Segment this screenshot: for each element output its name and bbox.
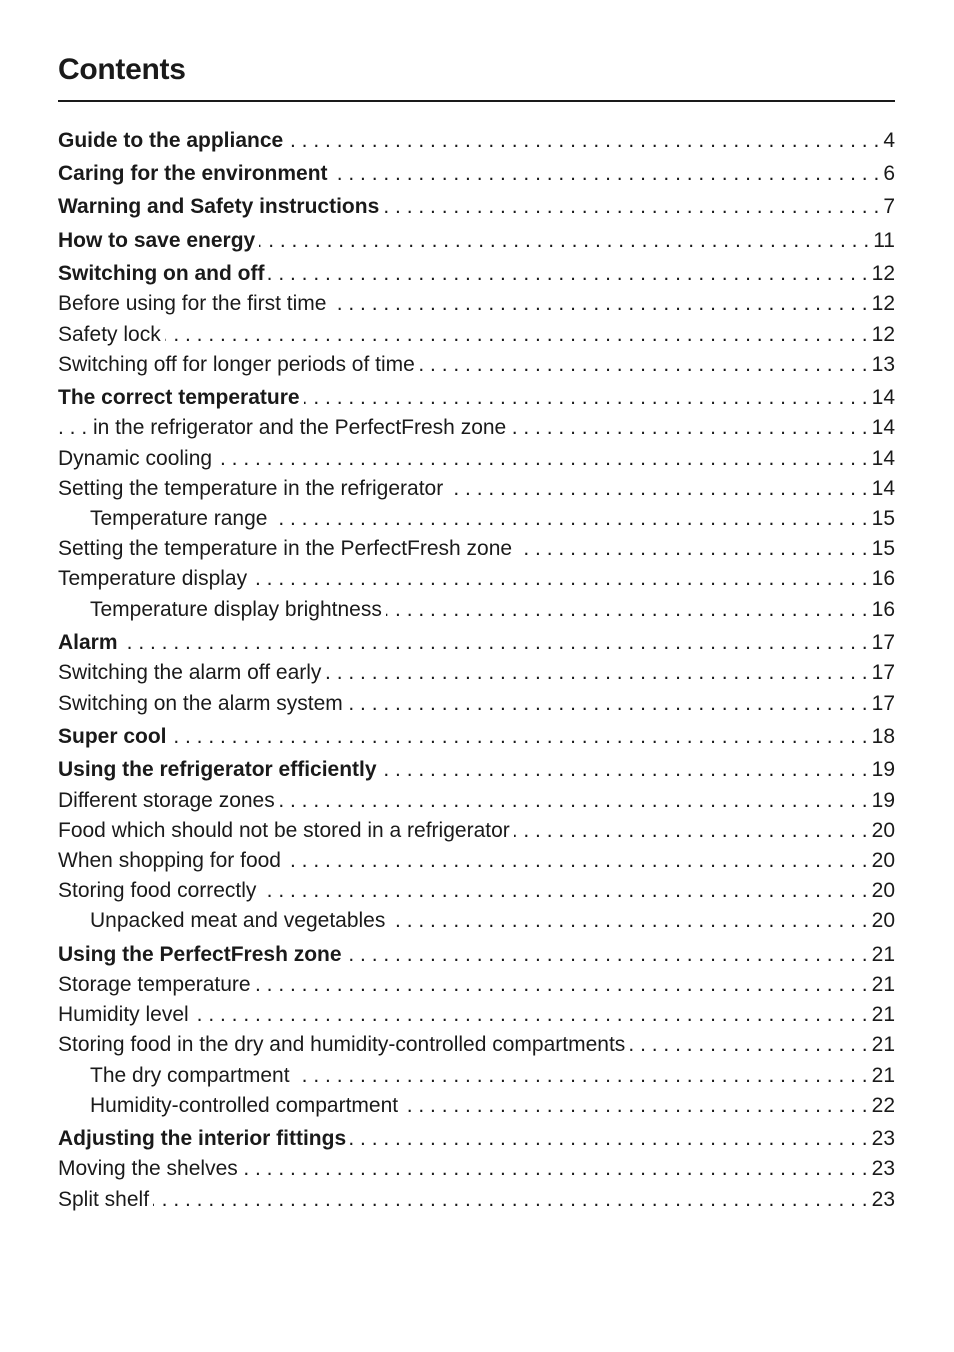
dot-leader bbox=[381, 756, 868, 784]
toc-entry[interactable] bbox=[58, 1092, 895, 1120]
dot-leader bbox=[383, 193, 879, 221]
toc-entry-page-number: 19 bbox=[871, 789, 895, 812]
toc-entry[interactable] bbox=[58, 505, 895, 533]
toc-entry-title: Switching the alarm off early bbox=[58, 661, 322, 684]
toc-entry[interactable] bbox=[58, 193, 895, 221]
toc-entry-page-number: 16 bbox=[871, 598, 895, 621]
toc-entry-title: The correct temperature bbox=[58, 386, 300, 409]
toc-entry-title: Storing food in the dry and humidity-controlled compartments bbox=[58, 1033, 626, 1056]
toc-entry-title: When shopping for food bbox=[58, 849, 281, 872]
dot-leader bbox=[122, 629, 868, 657]
dot-leader bbox=[279, 787, 868, 815]
toc-entry-title: Switching on and off bbox=[58, 262, 265, 285]
toc-entry-page-number: 20 bbox=[871, 849, 895, 872]
dot-leader bbox=[516, 535, 868, 563]
toc-entry-title: Caring for the environment bbox=[58, 162, 328, 185]
toc-entry[interactable] bbox=[58, 847, 895, 875]
toc-entry-page-number: 20 bbox=[871, 819, 895, 842]
toc-entry-page-number: 22 bbox=[871, 1094, 895, 1117]
dot-leader bbox=[419, 351, 868, 379]
dot-leader bbox=[259, 227, 869, 255]
page-title: Contents bbox=[58, 53, 186, 86]
toc-entry-page-number: 11 bbox=[873, 229, 895, 252]
toc-entry-title: . . . in the refrigerator and the PerfectFresh zone bbox=[58, 416, 507, 439]
toc-entry-page-number: 17 bbox=[871, 661, 895, 684]
toc-entry[interactable] bbox=[58, 723, 895, 751]
toc-entry-title: Unpacked meat and vegetables bbox=[90, 909, 386, 932]
dot-leader bbox=[294, 1062, 868, 1090]
toc-entry-page-number: 15 bbox=[871, 507, 895, 530]
toc-entry-page-number: 12 bbox=[871, 292, 895, 315]
toc-entry[interactable] bbox=[58, 414, 895, 442]
toc-entry[interactable] bbox=[58, 260, 895, 288]
dot-leader bbox=[285, 847, 868, 875]
toc-entry-page-number: 21 bbox=[871, 1003, 895, 1026]
toc-entry-page-number: 7 bbox=[883, 195, 895, 218]
dot-leader bbox=[386, 596, 868, 624]
toc-entry-page-number: 14 bbox=[871, 416, 895, 439]
toc-entry-page-number: 17 bbox=[871, 692, 895, 715]
toc-entry-page-number: 23 bbox=[871, 1188, 895, 1211]
toc-entry-title: Humidity-controlled compartment bbox=[90, 1094, 399, 1117]
toc-entry[interactable] bbox=[58, 907, 895, 935]
toc-entry-page-number: 18 bbox=[871, 725, 895, 748]
dot-leader bbox=[346, 941, 868, 969]
toc-entry[interactable] bbox=[58, 877, 895, 905]
toc-entry-title: Alarm bbox=[58, 631, 118, 654]
toc-entry-title: Split shelf bbox=[58, 1188, 150, 1211]
toc-entry-page-number: 12 bbox=[871, 262, 895, 285]
dot-leader bbox=[510, 414, 867, 442]
toc-entry-page-number: 14 bbox=[871, 386, 895, 409]
toc-entry-title: Using the refrigerator efficiently bbox=[58, 758, 377, 781]
toc-entry-page-number: 23 bbox=[871, 1157, 895, 1180]
toc-entry-title: Guide to the appliance bbox=[58, 129, 284, 152]
toc-entry[interactable] bbox=[58, 1062, 895, 1090]
toc-entry[interactable] bbox=[58, 160, 895, 188]
toc-entry-title: Adjusting the interior fittings bbox=[58, 1127, 347, 1150]
dot-leader bbox=[260, 877, 867, 905]
toc-entry[interactable] bbox=[58, 1155, 895, 1183]
toc-entry[interactable] bbox=[58, 227, 895, 255]
toc-entry-title: Humidity level bbox=[58, 1003, 189, 1026]
toc-entry[interactable] bbox=[58, 690, 895, 718]
toc-entry-page-number: 20 bbox=[871, 879, 895, 902]
toc-entry-title: Storage temperature bbox=[58, 973, 251, 996]
toc-entry-page-number: 21 bbox=[871, 1064, 895, 1087]
dot-leader bbox=[389, 907, 867, 935]
toc-entry-title: Temperature display brightness bbox=[90, 598, 382, 621]
toc-entry-title: Temperature range bbox=[90, 507, 268, 530]
toc-entry[interactable] bbox=[58, 596, 895, 624]
toc-entry-page-number: 15 bbox=[871, 537, 895, 560]
toc-entry-title: Safety lock bbox=[58, 323, 161, 346]
dot-leader bbox=[268, 260, 867, 288]
dot-leader bbox=[402, 1092, 868, 1120]
dot-leader bbox=[165, 321, 868, 349]
toc-entry-page-number: 14 bbox=[871, 447, 895, 470]
toc-entry-title: Different storage zones bbox=[58, 789, 275, 812]
toc-entry-page-number: 14 bbox=[871, 477, 895, 500]
toc-entry[interactable] bbox=[58, 756, 895, 784]
toc-entry-page-number: 21 bbox=[871, 973, 895, 996]
toc-entry-page-number: 23 bbox=[871, 1127, 895, 1150]
toc-entry-page-number: 6 bbox=[883, 162, 895, 185]
toc-entry-title: How to save energy bbox=[58, 229, 256, 252]
toc-entry-title: Setting the temperature in the refrigerator bbox=[58, 477, 444, 500]
dot-leader bbox=[629, 1031, 867, 1059]
dot-leader bbox=[271, 505, 867, 533]
toc-entry[interactable] bbox=[58, 1186, 895, 1214]
dot-leader bbox=[171, 723, 868, 751]
toc-entry-page-number: 12 bbox=[871, 323, 895, 346]
dot-leader bbox=[447, 475, 867, 503]
toc-entry[interactable] bbox=[58, 384, 895, 412]
toc-entry[interactable] bbox=[58, 445, 895, 473]
dot-leader bbox=[255, 971, 868, 999]
toc-entry[interactable] bbox=[58, 321, 895, 349]
toc-entry[interactable] bbox=[58, 817, 895, 845]
toc-entry[interactable] bbox=[58, 127, 895, 155]
dot-leader bbox=[242, 1155, 868, 1183]
toc-entry-page-number: 21 bbox=[871, 1033, 895, 1056]
toc-entry-page-number: 21 bbox=[871, 943, 895, 966]
dot-leader bbox=[287, 127, 879, 155]
toc-entry-page-number: 16 bbox=[871, 567, 895, 590]
title-rule bbox=[58, 100, 895, 102]
toc-entry-page-number: 17 bbox=[871, 631, 895, 654]
toc-entry[interactable] bbox=[58, 971, 895, 999]
toc-entry[interactable] bbox=[58, 351, 895, 379]
toc-entry-title: Using the PerfectFresh zone bbox=[58, 943, 342, 966]
dot-leader bbox=[153, 1186, 868, 1214]
toc-entry-title: Switching on the alarm system bbox=[58, 692, 343, 715]
toc-entry-title: Food which should not be stored in a refrigerator bbox=[58, 819, 510, 842]
dot-leader bbox=[332, 160, 880, 188]
toc-entry-title: Switching off for longer periods of time bbox=[58, 353, 415, 376]
dot-leader bbox=[251, 565, 868, 593]
toc-entry[interactable] bbox=[58, 659, 895, 687]
toc-entry[interactable] bbox=[58, 475, 895, 503]
toc-entry-title: Moving the shelves bbox=[58, 1157, 238, 1180]
dot-leader bbox=[216, 445, 868, 473]
dot-leader bbox=[347, 690, 868, 718]
dot-leader bbox=[193, 1001, 868, 1029]
toc-entry[interactable] bbox=[58, 941, 895, 969]
toc-entry[interactable] bbox=[58, 787, 895, 815]
toc-entry-page-number: 20 bbox=[871, 909, 895, 932]
toc-entry-page-number: 4 bbox=[883, 129, 895, 152]
toc-entry[interactable] bbox=[58, 535, 895, 563]
toc-entry-title: Super cool bbox=[58, 725, 167, 748]
toc-entry[interactable] bbox=[58, 1001, 895, 1029]
dot-leader bbox=[350, 1125, 867, 1153]
dot-leader bbox=[330, 290, 867, 318]
toc-entry-title: Warning and Safety instructions bbox=[58, 195, 380, 218]
toc-entry-title: The dry compartment bbox=[90, 1064, 290, 1087]
toc-entry-title: Dynamic cooling bbox=[58, 447, 213, 470]
toc-entry[interactable] bbox=[58, 629, 895, 657]
toc-entry-title: Before using for the first time bbox=[58, 292, 327, 315]
toc-entry-title: Temperature display bbox=[58, 567, 248, 590]
dot-leader bbox=[325, 659, 867, 687]
toc-entry-title: Storing food correctly bbox=[58, 879, 257, 902]
dot-leader bbox=[514, 817, 868, 845]
toc-entry[interactable] bbox=[58, 1031, 895, 1059]
toc-entry-title: Setting the temperature in the PerfectFresh zone bbox=[58, 537, 513, 560]
toc-entry[interactable] bbox=[58, 1125, 895, 1153]
dot-leader bbox=[304, 384, 868, 412]
toc-entry-page-number: 13 bbox=[871, 353, 895, 376]
toc-entry[interactable] bbox=[58, 565, 895, 593]
toc-entry[interactable] bbox=[58, 290, 895, 318]
toc-entry-page-number: 19 bbox=[871, 758, 895, 781]
